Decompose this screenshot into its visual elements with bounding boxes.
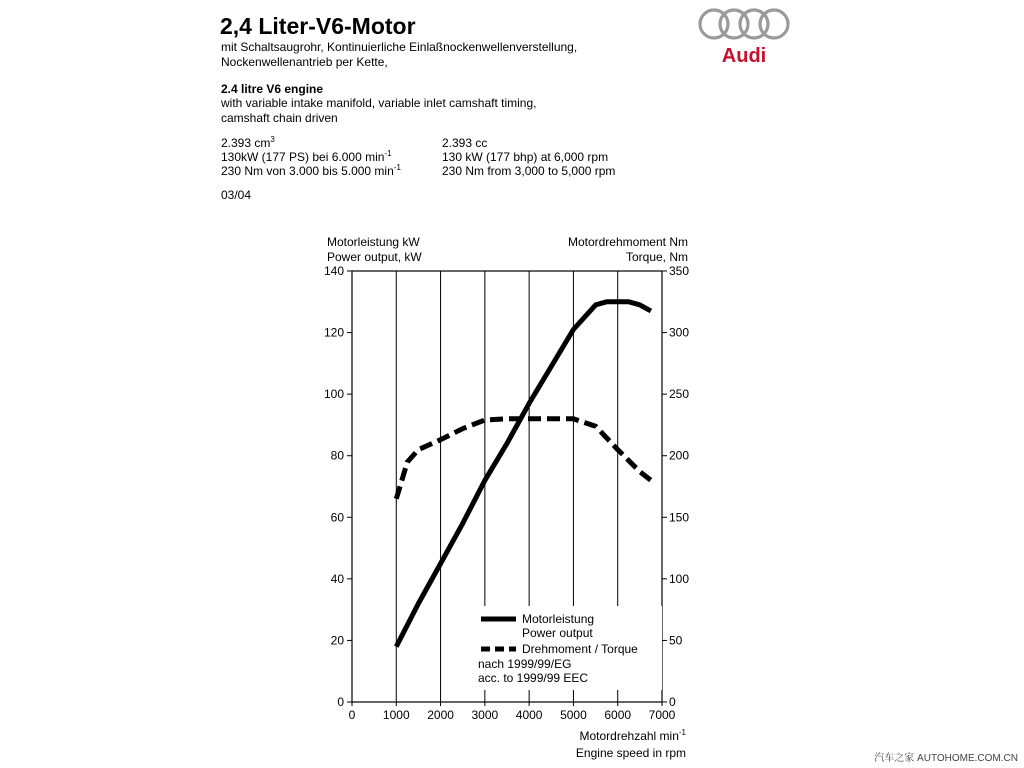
power-curve <box>396 302 651 647</box>
chart-legend <box>474 606 662 690</box>
spec-en-displacement: 2.393 cc <box>442 136 488 150</box>
english-title: 2.4 litre V6 engine <box>221 82 324 96</box>
torque-curve <box>396 419 651 499</box>
x-tick-label: 5000 <box>560 708 587 722</box>
left-tick-label: 60 <box>330 510 344 525</box>
right-tick-label: 50 <box>669 633 683 648</box>
left-axis-label-en: Power output, kW <box>327 250 422 264</box>
x-axis-label-en: Engine speed in rpm <box>575 746 686 760</box>
left-tick-label: 100 <box>323 387 344 402</box>
right-tick-label: 100 <box>669 571 690 586</box>
right-tick-label: 150 <box>669 510 690 525</box>
spec-en-torque: 230 Nm from 3,000 to 5,000 rpm <box>442 164 616 178</box>
english-description-line-1: with variable intake manifold, variable inlet camshaft timing, <box>221 96 537 110</box>
right-axis-label-en: Torque, Nm <box>625 250 688 264</box>
watermark: 汽车之家 AUTOHOME.COM.CN <box>874 753 1018 764</box>
x-tick-label: 1000 <box>382 708 410 722</box>
x-axis-label-de: Motordrehzahl $\min^{-1}$ <box>579 728 686 743</box>
right-tick-label: 250 <box>669 387 690 402</box>
x-tick-label: 0 <box>348 708 356 722</box>
german-description-line-2: Nockenwellenantrieb per Kette, <box>221 55 388 69</box>
spec-de-power: 130kW (177 PS) bei 6.000 $\min^{-1}$ <box>221 149 392 164</box>
right-axis-label-de: Motordrehmoment Nm <box>567 235 688 249</box>
date-label: 03/04 <box>221 188 252 202</box>
x-tick-label: 4000 <box>515 708 543 722</box>
left-tick-label: 0 <box>337 695 344 709</box>
spec-en-power: 130 kW (177 bhp) at 6,000 rpm <box>442 150 609 164</box>
left-tick-label: 20 <box>330 633 344 648</box>
x-tick-label: 6000 <box>604 708 632 722</box>
right-tick-label: 0 <box>669 695 676 709</box>
x-tick-label: 3000 <box>471 708 499 722</box>
x-tick-label: 7000 <box>648 708 676 722</box>
spec-de-torque: 230 Nm von 3.000 bis 5.000 $\min^{-1}$ <box>221 163 401 178</box>
left-tick-label: 40 <box>330 571 344 586</box>
legend-power-label-de: Motorleistung <box>522 612 595 626</box>
left-axis-label-de: Motorleistung kW <box>327 235 420 249</box>
german-description-line-1: mit Schaltsaugrohr, Kontinuierliche Einlaßnockenwellenverstellung, <box>221 40 578 54</box>
right-tick-label: 200 <box>669 448 690 463</box>
legend-torque-label: Drehmoment / Torque <box>522 642 638 656</box>
spec-de-displacement: 2.393 $cm^3$ <box>221 135 275 150</box>
left-tick-label: 120 <box>323 325 344 340</box>
legend-power-label-en: Power output <box>522 626 593 640</box>
left-tick-label: 80 <box>330 448 344 463</box>
english-description-line-2: camshaft chain driven <box>221 111 338 125</box>
page-title: 2,4 Liter-V6-Motor <box>220 13 416 39</box>
legend-norm-de: nach 1999/99/EG <box>478 657 572 671</box>
right-tick-label: 300 <box>669 325 690 340</box>
x-tick-label: 2000 <box>427 708 454 722</box>
left-tick-label: 140 <box>323 264 344 278</box>
legend-norm-en: acc. to 1999/99 EEC <box>478 671 589 685</box>
right-tick-label: 350 <box>669 264 690 278</box>
audi-wordmark: Audi <box>721 45 767 67</box>
